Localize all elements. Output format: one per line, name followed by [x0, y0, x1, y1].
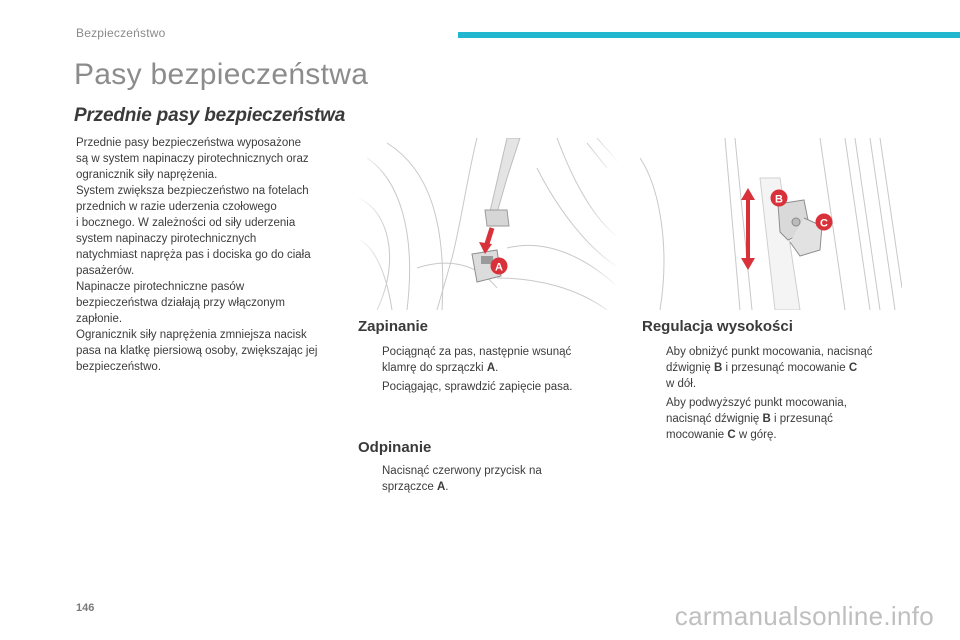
- marker-c-label: C: [820, 217, 828, 230]
- watermark: carmanualsonline.info: [674, 601, 934, 631]
- zapinanie-list: [358, 344, 608, 398]
- intro-paragraph: Ogranicznik siły naprężenia zmniejsza nacisk pasa na klatkę piersiową osoby, zwiększając jej bezpieczeństwo.: [76, 329, 318, 373]
- check-bullet-icon: [358, 465, 366, 476]
- page-title: Pasy bezpieczeństwa: [74, 58, 369, 91]
- list-item: Pociągając, sprawdzić zapięcie pasa.: [358, 379, 608, 395]
- regulacja-heading: Regulacja wysokości: [642, 318, 793, 335]
- check-bullet-icon: [358, 346, 366, 357]
- list-item: Pociągnąć za pas, następnie wsunąć klamrę do sprzączki A.: [358, 344, 608, 376]
- marker-b-label: B: [775, 193, 783, 206]
- intro-paragraph: System zwiększa bezpieczeństwo na fotelach przednich w razie uderzenia czołowego i bocznego. W zależności od siły uderzenia system napinaczy pirotechnicznych natychmiast napręża pas i dociska go do ciała pasażerów.: [76, 185, 311, 277]
- check-bullet-icon: [358, 381, 366, 392]
- list-item: Aby obniżyć punkt mocowania, nacisnąć dźwignię B i przesunąć mocowanie C w dół.: [642, 344, 902, 392]
- section-label: Bezpieczeństwo: [76, 26, 166, 40]
- check-bullet-icon: [642, 397, 650, 408]
- intro-paragraph: Napinacze pirotechniczne pasów bezpieczeństwa działają przy włączonym zapłonie.: [76, 281, 286, 325]
- zapinanie-heading: Zapinanie: [358, 318, 429, 335]
- intro-text: [76, 135, 348, 375]
- check-bullet-icon: [642, 346, 650, 357]
- subtitle: Przednie pasy bezpieczeństwa: [74, 105, 346, 126]
- height-adjuster-illustration: [640, 138, 902, 310]
- accent-bar: [458, 32, 960, 38]
- list-item: Aby podwyższyć punkt mocowania, nacisnąć dźwignię B i przesunąć mocowanie C w górę.: [642, 395, 902, 443]
- list-item: Nacisnąć czerwony przycisk na sprzączce A.: [358, 463, 608, 495]
- page-number: 146: [76, 602, 95, 614]
- odpinanie-heading: Odpinanie: [358, 439, 432, 456]
- intro-paragraph: Przednie pasy bezpieczeństwa wyposażone są w system napinaczy pirotechnicznych oraz ogranicznik siły naprężenia.: [76, 137, 309, 181]
- odpinanie-list: [358, 463, 608, 498]
- regulacja-list: [642, 344, 902, 446]
- buckle-illustration: [357, 138, 619, 310]
